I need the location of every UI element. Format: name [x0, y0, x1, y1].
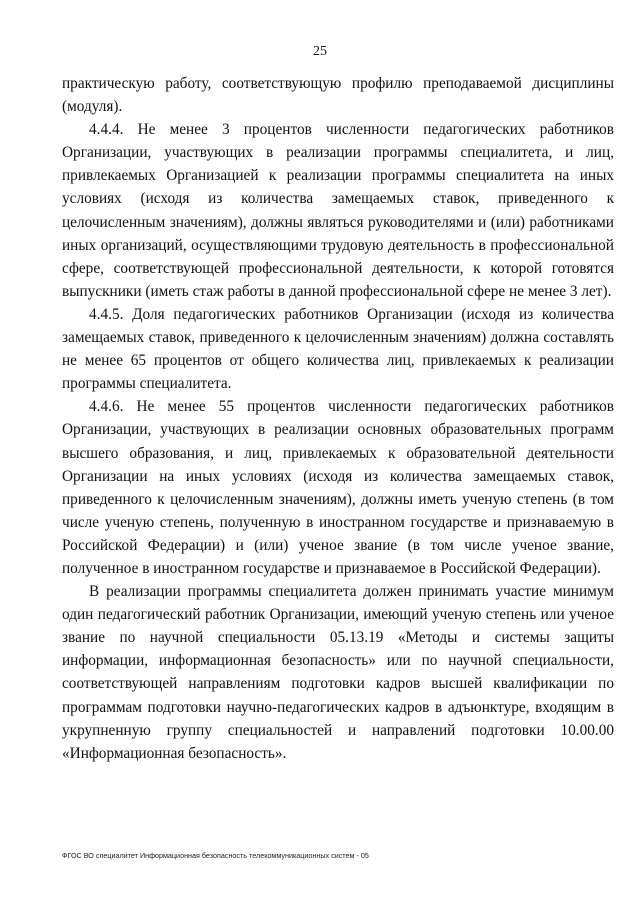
paragraph-specialty-requirement: В реализации программы специалитета должен принимать участие минимум один педагогический работник Организации, имеющий ученую степень или ученое звание по научной специальности 05.13.19 «Методы и системы защиты информации, информационная безопасность» или по научной специальности, соответствующей направлениям подготовки кадров высшей квалификации по программам подготовки научно-педагогических кадров в адъюнктуре, входящим в укрупненную группу специальностей и направлений подготовки 10.00.00 «Информационная безопасность». — [62, 583, 614, 762]
paragraph-4-4-4: 4.4.4. Не менее 3 процентов численности педагогических работников Организации, участвующих в реализации программы специалитета, и лиц, привлекаемых Организацией к реализации программы специалитета на иных условиях (исходя из количества замещаемых ставок, приведенного к целочисленным значениям), должны являться руководителями и (или) работниками иных организаций, осуществляющими трудовую деятельность в профессиональной сфере, соответствующей профессиональной деятельности, к которой готовятся выпускники (иметь стаж работы в данной профессиональной сфере не менее 3 лет). — [62, 121, 614, 300]
page-footer: ФГОС ВО специалитет Информационная безопасность телекоммуникационных систем - 05 — [62, 851, 369, 860]
document-body — [62, 72, 614, 765]
paragraph-continuation: практическую работу, соответствующую профилю преподаваемой дисциплины (модуля). — [62, 75, 614, 116]
page-number: 25 — [313, 44, 327, 59]
paragraph-4-4-6: 4.4.6. Не менее 55 процентов численности педагогических работников Организации, участвующих в реализации основных образовательных программ высшего образования, и лиц, привлекаемых к образовательной деятельности Организации на иных условиях (исходя из количества замещаемых ставок, приведенного к целочисленным значениям), должны иметь ученую степень (в том числе ученую степень, полученную в иностранном государстве и признаваемую в Российской Федерации) и (или) ученое звание (в том числе ученое звание, полученное в иностранном государстве и признаваемое в Российской Федерации). — [62, 398, 614, 577]
paragraph-4-4-5: 4.4.5. Доля педагогических работников Организации (исходя из количества замещаемых ставок, приведенного к целочисленным значениям) должна составлять не менее 65 процентов от общего количества лиц, привлекаемых к реализации программы специалитета. — [62, 305, 614, 393]
